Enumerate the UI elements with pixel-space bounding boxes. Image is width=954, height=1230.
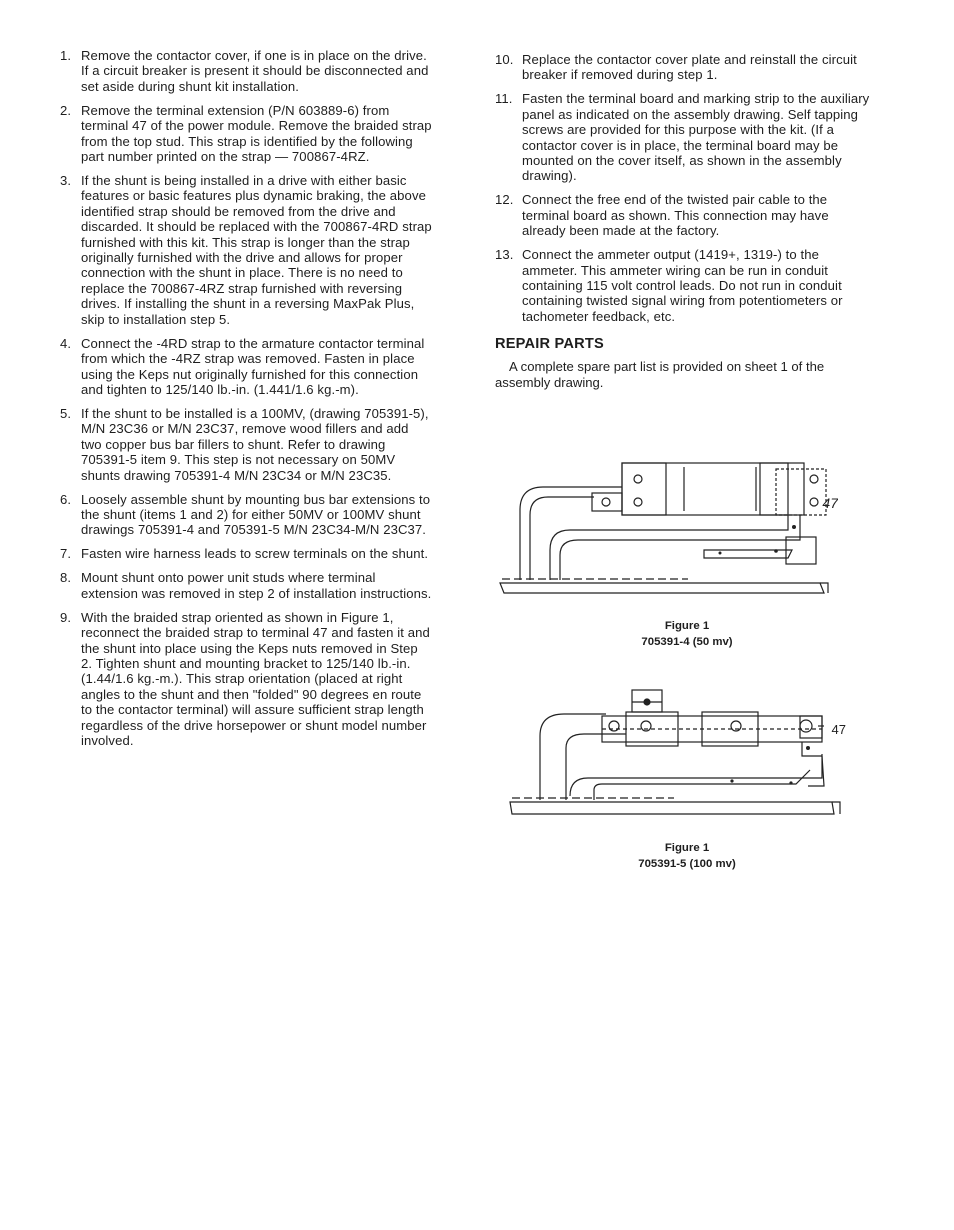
step-13: 13. Connect the ammeter output (1419+, 1319-) to the ammeter. This ammeter wiring can be run in conduit containing 115 volt control leads. Do not run in conduit containing twisted signal wiring from potentiometers or tachometer feedback, etc. xyxy=(495,247,843,324)
step-11: 11. Fasten the terminal board and marking strip to the auxiliary panel as indicated on the assembly drawing. Self tapping screws are provided for this purpose with the kit. (If a contactor cover is in place, the terminal board may be mounted on the cover itself, as shown in the assembly drawing). xyxy=(495,91,870,184)
figure-2-title: Figure 1 xyxy=(664,842,710,854)
step-4: 4. Connect the -4RD strap to the armature contactor terminal from which the -4RZ strap was removed. Fasten in place using the Keps nut originally furnished for this connection and tighten to 125/140 lb.-in. (1.441/1.6 kg.-m). xyxy=(60,335,425,397)
figure-2-caption xyxy=(527,841,847,872)
figure-2-subtitle: 705391-5 (100 mv) xyxy=(638,857,736,870)
figure-1-caption xyxy=(527,619,847,650)
bus-bar-outer xyxy=(540,714,606,800)
right-column xyxy=(495,52,875,390)
step-6: 6. Loosely assemble shunt by mounting bus bar extensions to the shunt (items 1 and 2) for either 50MV or 100MV shunt drawings 705391-4 and 705391-5 M/N 23C34-M/N 23C37. xyxy=(60,491,431,538)
terminal-47-callout: 47 xyxy=(831,722,846,737)
installation-steps-left xyxy=(60,48,432,748)
step-5: 5. If the shunt to be installed is a 100MV, (drawing 705391-5), M/N 23C36 or M/N 23C37, remove wood fillers and add two copper bus bar fillers to shunt. Refer to drawing 705391-5 item 9. This step is not necessary on 50MV shunts drawing 705391-4 M/N 23C34 or M/N 23C35. xyxy=(60,405,429,483)
left-column xyxy=(60,48,432,757)
step-10: 10. Replace the contactor cover plate and reinstall the circuit breaker if removed during step 1. xyxy=(495,52,857,83)
repair-parts-heading: REPAIR PARTS xyxy=(495,336,604,353)
shunt-body xyxy=(602,716,822,742)
figure-50mv-shunt-drawing xyxy=(498,455,838,600)
figure-1-subtitle: 705391-4 (50 mv) xyxy=(641,635,733,648)
shunt-body xyxy=(622,463,788,515)
figure-100mv-shunt-drawing xyxy=(506,686,846,824)
terminal-47-callout: 47 xyxy=(822,495,838,511)
figure-1-title: Figure 1 xyxy=(664,620,710,632)
step-7: 7. Fasten wire harness leads to screw terminals on the shunt. xyxy=(60,546,429,562)
step-1: 1. Remove the contactor cover, if one is in place on the drive. If a circuit breaker is present it should be disconnected and set aside during shunt kit installation. xyxy=(60,48,429,94)
step-2: 2. Remove the terminal extension (P/N 603889-6) from terminal 47 of the power module. Remove the braided strap from the top stud. This strap is identified by the following part number printed on the strap — 700867-4RZ. xyxy=(60,102,432,165)
installation-steps-right xyxy=(495,52,875,324)
step-3: 3. If the shunt is being installed in a drive with either basic features or basic features plus dynamic braking, the above identified strap should be removed from the drive and discarded. It should be replaced with the 700867-4RD strap furnished with this kit. This strap is longer than the strap originally furnished with the drive and allows for proper connection with the shunt in place. There is no need to replace the 700867-4RZ strap furnished with reversing drives. If installing the shunt in a reversing MaxPak Plus, skip to installation step 5. xyxy=(60,173,432,327)
repair-parts-text: A complete spare part list is provided on sheet 1 of the assembly drawing. xyxy=(495,359,825,390)
step-8: 8. Mount shunt onto power unit studs where terminal extension was removed in step 2 of installation instructions. xyxy=(60,570,432,601)
step-12: 12. Connect the free end of the twisted pair cable to the terminal board as shown. This connection may have already been made at the factory. xyxy=(495,192,829,239)
step-9: 9. With the braided strap oriented as shown in Figure 1, reconnect the braided strap to terminal 47 and fasten it and the shunt into place using the Keps nuts removed in Step 2. Tighten shunt and mounting bracket to 125/140 lb.-in. (1.44/1.6 kg.-m.). This strap orientation (placed at right angles to the shunt and then "folded" 90 degrees en route to the contactor terminal) will assure sufficient strap length regardless of the drive horsepower or shunt model number involved. xyxy=(60,609,430,748)
